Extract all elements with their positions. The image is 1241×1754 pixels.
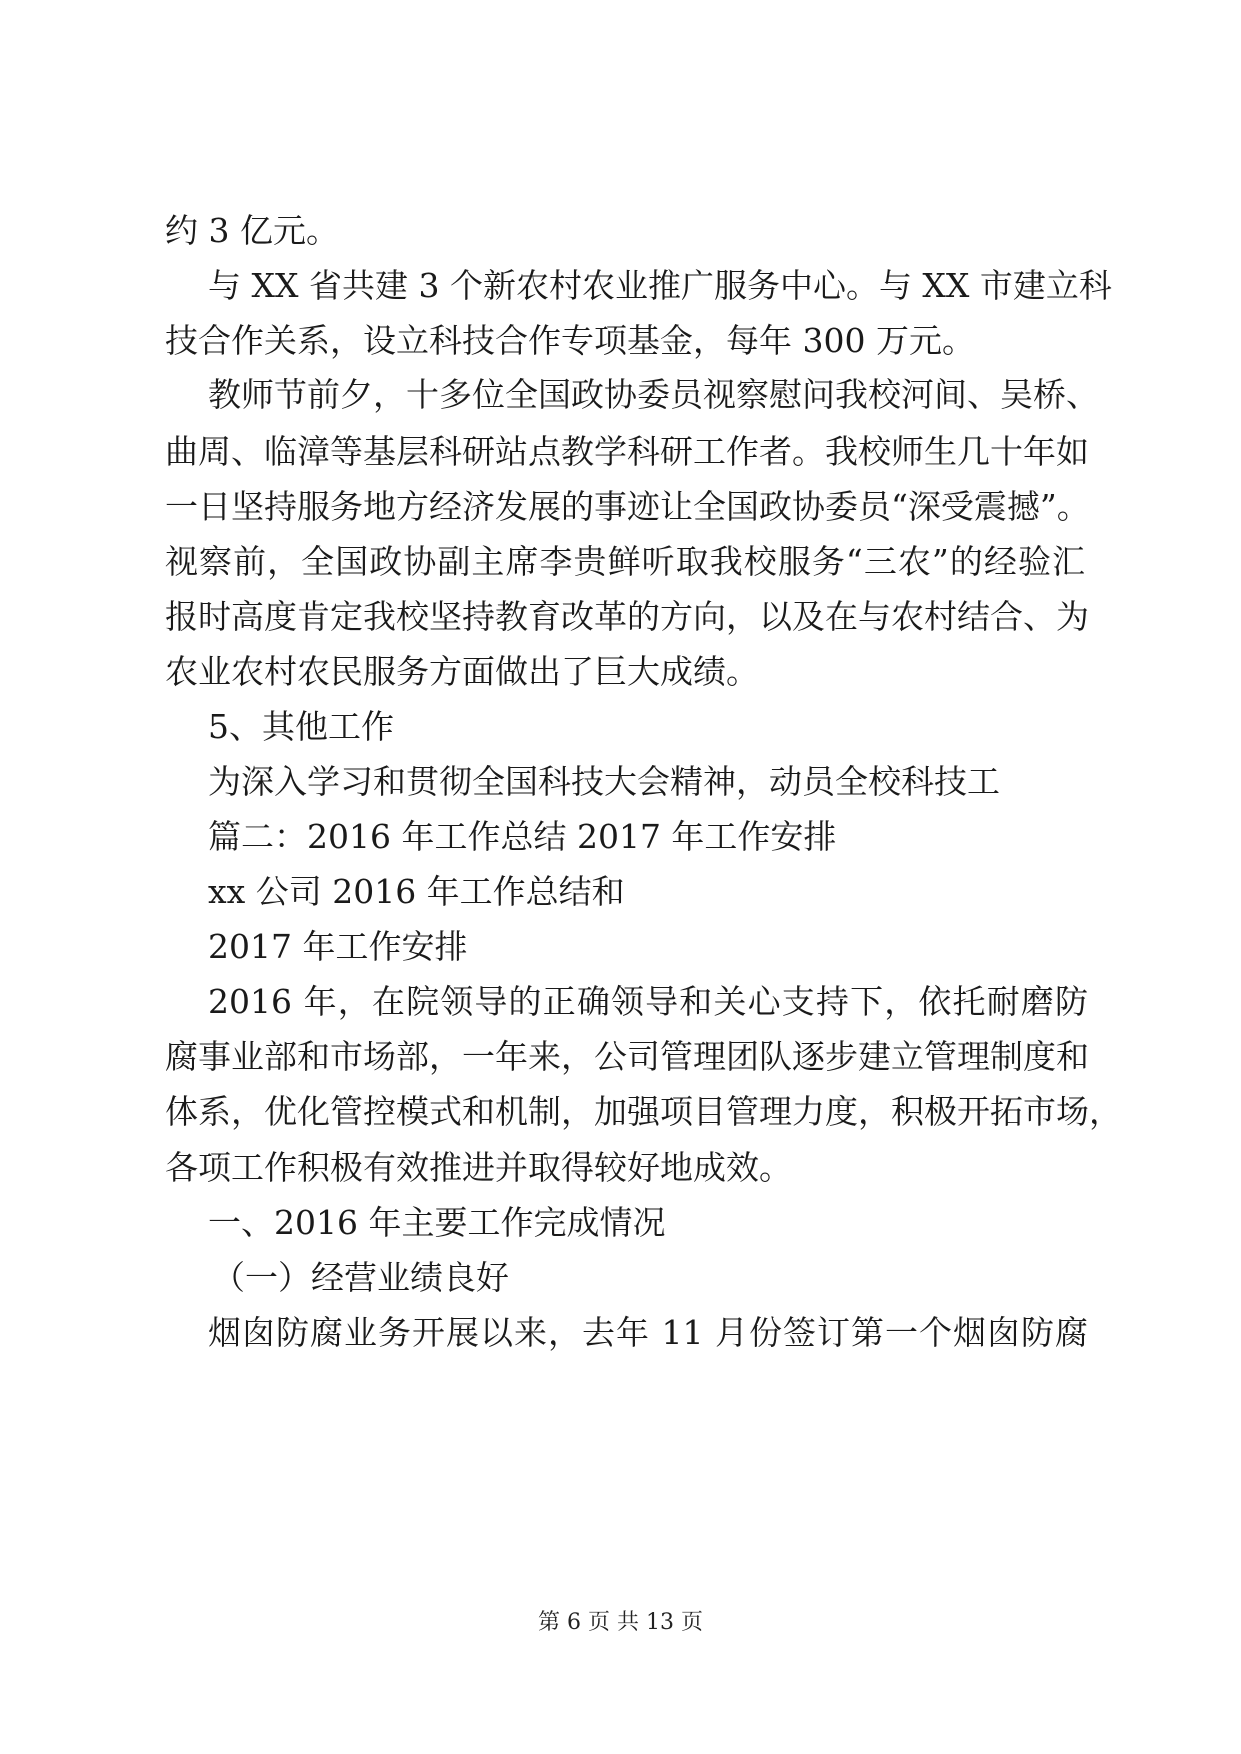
text-line: 体系，优化管控模式和机制，加强项目管理力度，积极开拓市场， <box>165 1092 1122 1131</box>
document-title: 2017 年工作安排 <box>208 927 468 966</box>
text-line: 曲周、临漳等基层科研站点教学科研工作者。我校师生几十年如 <box>165 432 1089 471</box>
text-line: 为深入学习和贯彻全国科技大会精神，动员全校科技工 <box>208 762 1000 801</box>
section-heading: 5、其他工作 <box>208 707 394 746</box>
text-line: 技合作关系，设立科技合作专项基金，每年 300 万元。 <box>165 321 975 360</box>
section-heading: 一、2016 年主要工作完成情况 <box>208 1203 666 1242</box>
text-line: 一日坚持服务地方经济发展的事迹让全国政协委员“深受震撼”。 <box>165 487 1090 526</box>
text-line: 视察前，全国政协副主席李贵鲜听取我校服务“三农”的经验汇 <box>165 542 1085 581</box>
subsection-heading: （一）经营业绩良好 <box>212 1258 509 1297</box>
page-footer: 第 6 页 共 13 页 <box>538 1610 703 1635</box>
text-line: 与 XX 省共建 3 个新农村农业推广服务中心。与 XX 市建立科 <box>208 266 1112 305</box>
text-line: 各项工作积极有效推进并取得较好地成效。 <box>165 1148 792 1187</box>
text-line: 烟囱防腐业务开展以来，去年 11 月份签订第一个烟囱防腐 <box>208 1313 1088 1352</box>
text-line: 腐事业部和市场部，一年来，公司管理团队逐步建立管理制度和 <box>165 1037 1089 1076</box>
section-heading: 篇二：2016 年工作总结 2017 年工作安排 <box>208 817 837 856</box>
text-line: 约 3 亿元。 <box>165 211 339 250</box>
text-line: 农业农村农民服务方面做出了巨大成绩。 <box>165 652 759 691</box>
text-line: 2016 年，在院领导的正确领导和关心支持下，依托耐磨防 <box>208 982 1088 1021</box>
document-title: xx 公司 2016 年工作总结和 <box>208 872 625 911</box>
text-line: 教师节前夕，十多位全国政协委员视察慰问我校河间、吴桥、 <box>208 375 1099 414</box>
text-line: 报时高度肯定我校坚持教育改革的方向，以及在与农村结合、为 <box>165 597 1089 636</box>
